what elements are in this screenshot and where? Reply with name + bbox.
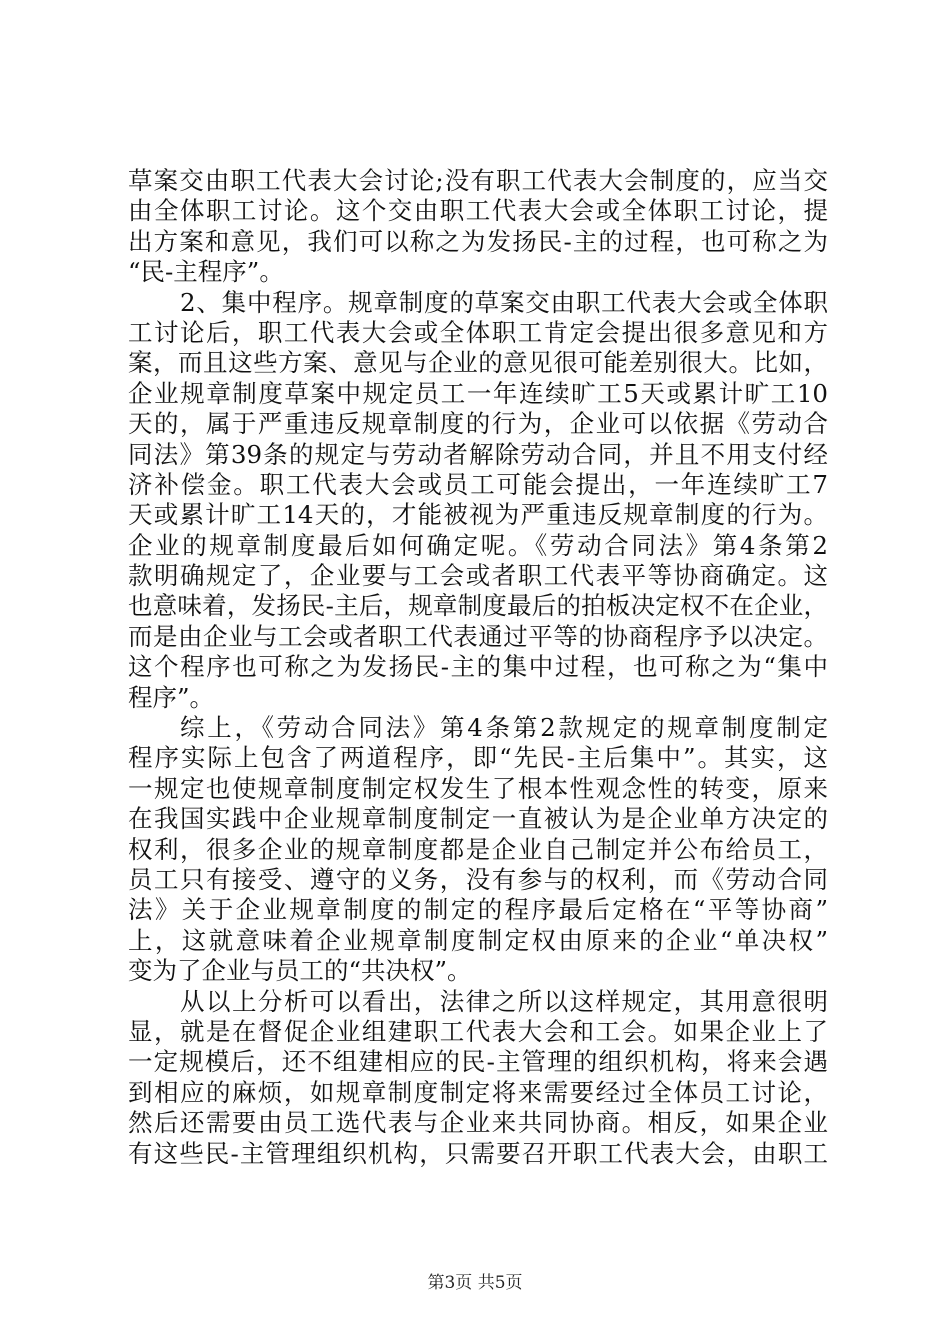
text-line: 变为了企业与员工的“共决权”。 — [128, 956, 472, 986]
text-line: 天或累计旷工14天的，才能被视为严重违反规章制度的行为。 — [128, 500, 828, 530]
text-line: 上，这就意味着企业规章制度制定权由原来的企业“单决权” — [128, 925, 828, 955]
text-line: “民-主程序”。 — [128, 257, 284, 287]
text-line: 工讨论后，职工代表大会或全体职工肯定会提出很多意见和方 — [128, 317, 828, 347]
text-line: 程序”。 — [128, 682, 215, 712]
text-line: 出方案和意见，我们可以称之为发扬民-主的过程，也可称之为 — [128, 226, 828, 256]
text-line: 有这些民-主管理组织机构，只需要召开职工代表大会，由职工 — [128, 1138, 828, 1168]
paragraph — [128, 987, 828, 1169]
paragraph — [128, 713, 828, 987]
text-line: 草案交由职工代表大会讨论;没有职工代表大会制度的，应当交 — [128, 166, 828, 195]
text-line: 款明确规定了，企业要与工会或者职工代表平等协商确定。这 — [128, 561, 828, 591]
document-body — [128, 166, 828, 1169]
text-line: 权利，很多企业的规章制度都是企业自己制定并公布给员工， — [128, 834, 828, 864]
text-line: 综上，《劳动合同法》第4条第2款规定的规章制度制定 — [180, 713, 828, 743]
text-line: 同法》第39条的规定与劳动者解除劳动合同，并且不用支付经 — [128, 439, 828, 469]
text-line: 一定规模后，还不组建相应的民-主管理的组织机构，将来会遇 — [128, 1047, 828, 1077]
text-line: 一规定也使规章制度制定权发生了根本性观念性的转变，原来 — [128, 773, 828, 803]
text-line: 由全体职工讨论。这个交由职工代表大会或全体职工讨论，提 — [128, 196, 828, 226]
text-line: 在我国实践中企业规章制度制定一直被认为是企业单方决定的 — [128, 804, 828, 834]
text-line: 法》关于企业规章制度的制定的程序最后定格在“平等协商” — [128, 895, 828, 925]
text-line: 显，就是在督促企业组建职工代表大会和工会。如果企业上了 — [128, 1016, 828, 1046]
text-line: 员工只有接受、遵守的义务，没有参与的权利，而《劳动合同 — [128, 864, 828, 894]
page-footer: 第3页 共5页 — [427, 1273, 523, 1293]
text-line: 也意味着，发扬民-主后，规章制度最后的拍板决定权不在企业， — [128, 591, 828, 621]
text-line: 这个程序也可称之为发扬民-主的集中过程，也可称之为“集中 — [128, 652, 828, 682]
text-line: 程序实际上包含了两道程序，即“先民-主后集中”。其实，这 — [128, 743, 828, 773]
text-line: 企业的规章制度最后如何确定呢。《劳动合同法》第4条第2 — [128, 530, 828, 560]
paragraph — [128, 288, 828, 713]
text-line: 天的，属于严重违反规章制度的行为，企业可以依据《劳动合 — [128, 409, 828, 439]
text-line: 从以上分析可以看出，法律之所以这样规定，其用意很明 — [180, 986, 828, 1016]
text-line: 济补偿金。职工代表大会或员工可能会提出，一年连续旷工7 — [128, 469, 828, 499]
paragraph — [128, 166, 828, 288]
text-line: 2、集中程序。规章制度的草案交由职工代表大会或全体职 — [180, 287, 828, 317]
text-line: 到相应的麻烦，如规章制度制定将来需要经过全体员工讨论， — [128, 1077, 828, 1107]
text-line: 而是由企业与工会或者职工代表通过平等的协商程序予以决定。 — [128, 621, 828, 651]
text-line: 然后还需要由员工选代表与企业来共同协商。相反，如果企业 — [128, 1108, 828, 1138]
text-line: 企业规章制度草案中规定员工一年连续旷工5天或累计旷工10 — [128, 378, 828, 408]
text-line: 案，而且这些方案、意见与企业的意见很可能差别很大。比如， — [128, 348, 828, 378]
